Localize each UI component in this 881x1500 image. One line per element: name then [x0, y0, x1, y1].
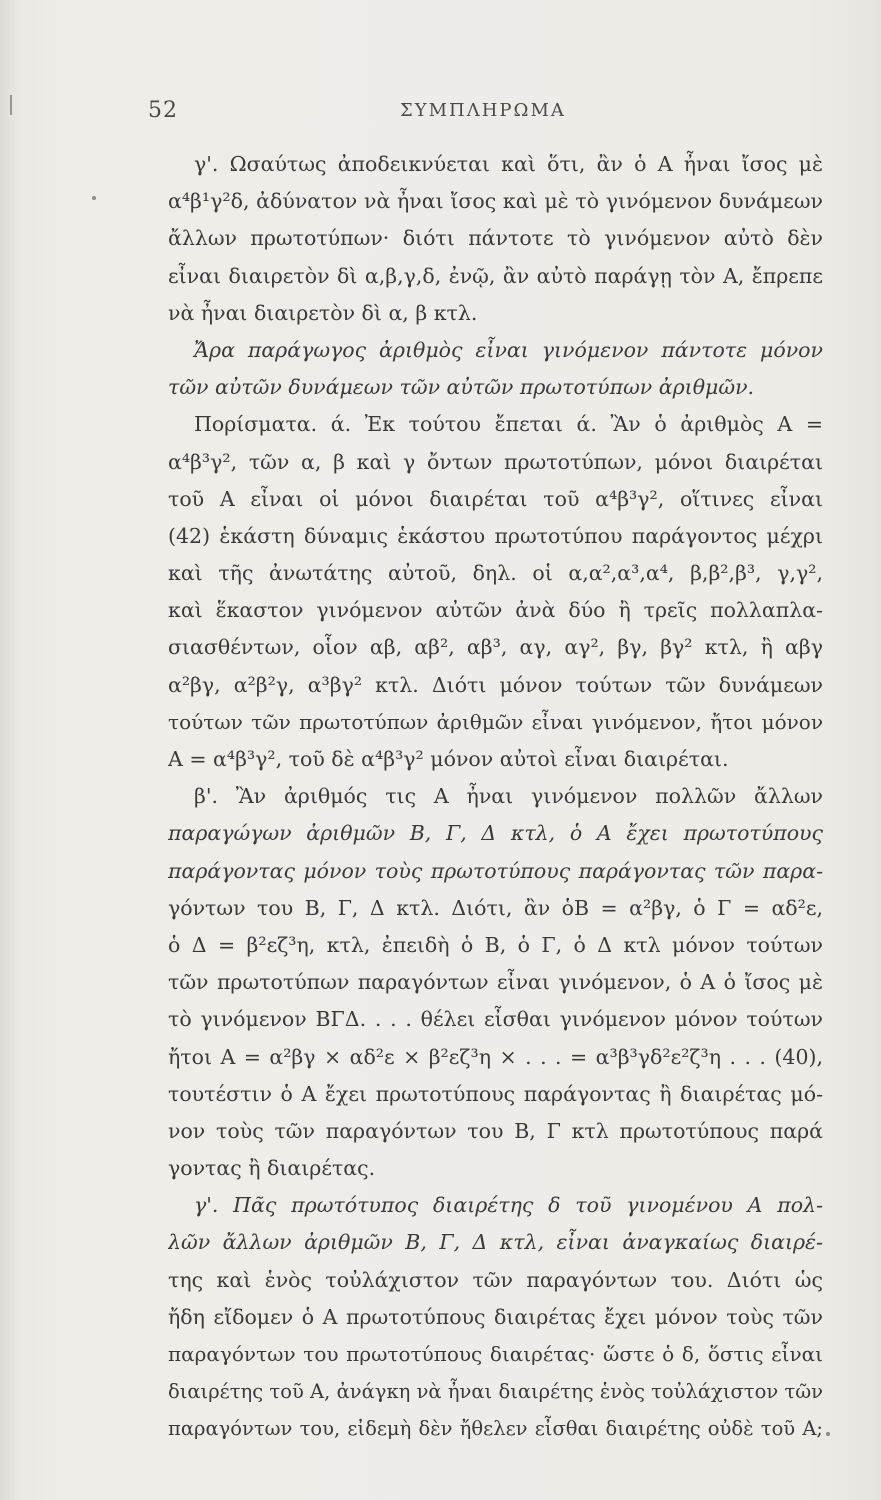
text-line: γοντας ἢ διαιρέτας. [168, 1156, 376, 1181]
text-line: τῶν πρωτοτύπων παραγόντων εἶναι γινόμενον, ὁ Α ὁ ἴσος μὲ [168, 970, 823, 995]
text-line: α⁴β³γ², τῶν α, β καὶ γ ὄντων πρωτοτύπων, μόνοι διαιρέται [168, 449, 823, 474]
body-text [168, 146, 823, 1448]
text-line: γ'. Ωσαύτως ἀποδεικνύεται καὶ ὅτι, ἂν ὁ Α ἦναι ἴσος μὲ [194, 152, 823, 176]
text-line: Α = α⁴β³γ², τοῦ δὲ α⁴β³γ² μόνον αὐτοὶ εἶναι διαιρέται. [168, 747, 729, 771]
text-line: β'. Ἂν ἀριθμός τις Α ἦναι γινόμενον πολλῶν ἄλλων [194, 784, 823, 809]
text-line: α⁴β¹γ²δ, ἀδύνατον νὰ ἦναι ἴσος καὶ μὲ τὸ γινόμενον δυνάμεων [168, 189, 823, 214]
text-line: (42) ἑκάστη δύναμις ἑκάστου πρωτοτύπου παράγοντος μέχρι [168, 523, 823, 548]
page-number: 52 [148, 98, 178, 123]
text-line: παραγώγων ἀριθμῶν Β, Γ, Δ κτλ, ὁ Α ἔχει πρωτοτύπους [168, 821, 823, 846]
text-line: παραγόντων του, εἰδεμὴ δὲν ἤθελεν εἶσθαι διαιρέτης οὐδὲ τοῦ Α; [168, 1417, 823, 1441]
text-line: Ἄρα παράγωγος ἀριθμὸς εἶναι γινόμενον πάντοτε μόνον [194, 337, 823, 362]
page-header [0, 98, 881, 138]
text-line: λῶν ἄλλων ἀριθμῶν Β, Γ, Δ κτλ, εἶναι ἀναγκαίως διαιρέ- [168, 1230, 823, 1255]
text-line: α²βγ, α²β²γ, α³βγ² κτλ. Διότι μόνον τούτων τῶν δυνάμεων [168, 672, 823, 697]
text-line: καὶ ἕκαστον γινόμενον αὐτῶν ἀνὰ δύο ἢ τρεῖς πολλαπλα- [168, 598, 823, 623]
text-line: ὁ Δ = β²εζ³η, κτλ, ἐπειδὴ ὁ Β, ὁ Γ, ὁ Δ κτλ μόνον τούτων [168, 932, 823, 957]
text-line: παραγόντων του πρωτοτύπους διαιρέτας· ὥστε ὁ δ, ὅστις εἶναι [168, 1342, 823, 1366]
text-line: γόντων του Β, Γ, Δ κτλ. Διότι, ἂν ὁΒ = α²βγ, ὁ Γ = αδ²ε, [168, 895, 823, 920]
text-line: ἤδη εἴδομεν ὁ Α πρωτοτύπους διαιρέτας ἔχει μόνον τοὺς τῶν [168, 1304, 823, 1329]
text-line: νον τοὺς τῶν παραγόντων του Β, Γ κτλ πρωτοτύπους παρά [168, 1118, 823, 1143]
ink-speck [92, 196, 96, 200]
text-line: εἶναι διαιρετὸν δὶ α,β,γ,δ, ἐνῷ, ἂν αὐτὸ παράγῃ τὸν Α, ἔπρεπε [168, 263, 823, 288]
text-line: παράγοντας μόνον τοὺς πρωτοτύπους παράγοντας τῶν παρα- [168, 858, 823, 883]
text-line: σιασθέντων, οἷον αβ, αβ², αβ³, αγ, αγ², βγ, βγ² κτλ, ἢ αβγ [168, 635, 823, 660]
running-title: ΣΥΜΠΛΗΡΩΜΑ [400, 100, 566, 121]
text-line: τοῦ Α εἶναι οἱ μόνοι διαιρέται τοῦ α⁴β³γ², οἵτινες εἶναι [168, 486, 823, 511]
ink-speck [826, 1432, 830, 1436]
text-line: τούτων τῶν πρωτοτύπων ἀριθμῶν εἶναι γινόμενον, ἤτοι μόνον [168, 709, 823, 734]
text-line: νὰ ἦναι διαιρετὸν δὶ α, β κτλ. [168, 300, 478, 325]
text-line: Πορίσματα. ά. Ἐκ τούτου ἔπεται ά. Ἂν ὁ ἀριθμὸς Α = [194, 412, 823, 437]
text-line: τῶν αὐτῶν δυνάμεων τῶν αὐτῶν πρωτοτύπων ἀριθμῶν. [168, 375, 755, 400]
text-line: της καὶ ἑνὸς τοὐλάχιστον τῶν παραγόντων του. Διότι ὡς [168, 1267, 823, 1292]
text-line: ἤτοι Α = α²βγ × αδ²ε × β²εζ³η × . . . = α³β³γδ²ε²ζ³η . . . (40), [168, 1044, 823, 1069]
text-line: καὶ τῆς ἀνωτάτης αὐτοῦ, δηλ. οἱ α,α²,α³,α⁴, β,β²,β³, γ,γ², [168, 561, 823, 586]
text-line: ἄλλων πρωτοτύπων· διότι πάντοτε τὸ γινόμενον αὐτὸ δὲν [168, 226, 823, 251]
text-line: γ'. Πᾶς πρωτότυπος διαιρέτης δ τοῦ γινομένου Α πολ- [194, 1193, 823, 1218]
text-line: τουτέστιν ὁ Α ἔχει πρωτοτύπους παράγοντας ἢ διαιρέτας μό- [168, 1081, 823, 1106]
text-line: διαιρέτης τοῦ Α, ἀνάγκη νὰ ἦναι διαιρέτης ἑνὸς τοὐλάχιστον τῶν [168, 1380, 823, 1404]
text-line: τὸ γινόμενον ΒΓΔ. . . . θέλει εἶσθαι γινόμενον μόνον τούτων [168, 1007, 823, 1032]
